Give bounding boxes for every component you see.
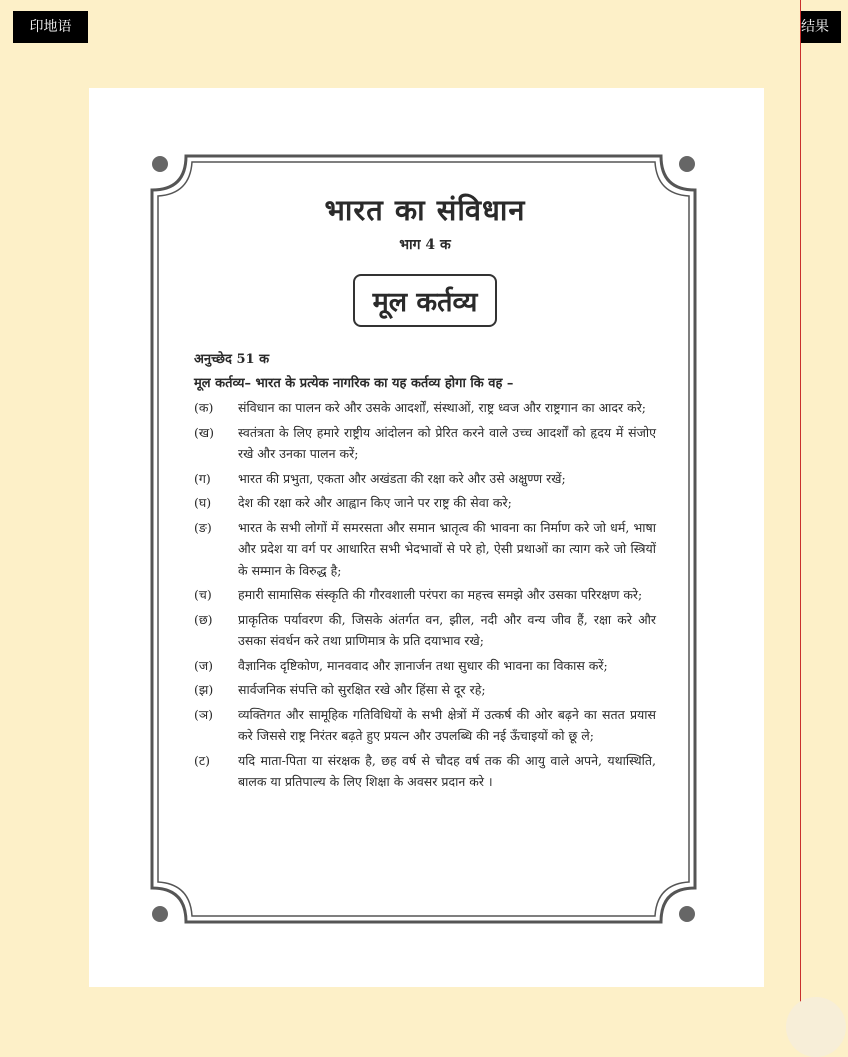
list-item — [194, 584, 656, 606]
list-item — [194, 517, 656, 582]
duty-text: देश की रक्षा करे और आह्वान किए जाने पर राष्ट्र की सेवा करे; — [238, 495, 512, 510]
duty-text: व्यक्तिगत और सामूहिक गतिविधियों के सभी क्षेत्रों में उत्कर्ष की ओर बढ़ने का सतत प्रयास करे जिससे राष्ट्र निरंतर बढ़ते हुए प्रयत्न और उपलब्धि की नई ऊँचाइयों को छू ले; — [238, 706, 656, 743]
list-item — [194, 704, 656, 747]
article-number: अनुच्छेद 51 क — [194, 352, 270, 367]
duty-text: भारत के सभी लोगों में समरसता और समान भ्रातृत्व की भावना का निर्माण करे जो धर्म, भाषा और प्रदेश या वर्ग पर आधारित सभी भेदभावों से परे हो, ऐसी प्रथाओं का त्याग करे जो स्त्रियों के सम्मान के विरुद्ध है; — [238, 519, 656, 578]
list-item — [194, 492, 656, 514]
duty-text: प्राकृतिक पर्यावरण की, जिसके अंतर्गत वन, झील, नदी और वन्य जीव हैं, रक्षा करे और उसका संवर्धन करे तथा प्राणिमात्र के प्रति दयाभाव रखे; — [238, 611, 656, 648]
duty-label: (घ) — [194, 495, 212, 510]
duties-list — [194, 397, 656, 793]
split-divider — [800, 0, 801, 1017]
duty-label: (झ) — [194, 682, 214, 697]
duty-label: (ङ) — [194, 519, 212, 535]
duty-label: (ग) — [194, 470, 211, 486]
duty-text: हमारी सामासिक संस्कृति की गौरवशाली परंपरा का महत्त्व समझे और उसका परिरक्षण करे; — [238, 587, 643, 602]
duty-text: यदि माता-पिता या संरक्षक है, छह वर्ष से चौदह वर्ष तक की आयु वाले अपने, यथास्थिति, बालक या प्रतिपाल्य के लिए शिक्षा के अवसर प्रदान करे । — [238, 752, 656, 789]
fundamental-duties-heading: मूल कर्तव्य — [353, 274, 498, 327]
list-item — [194, 679, 656, 701]
duty-text: स्वतंत्रता के लिए हमारे राष्ट्रीय आंदोलन को प्रेरित करने वाले उच्च आदर्शों को हृदय में संजोए रखे और उनका पालन करें; — [238, 424, 656, 461]
document-subtitle: भाग 4 क — [399, 237, 451, 253]
duty-label: (ज) — [194, 657, 214, 673]
list-item — [194, 422, 656, 465]
floating-action-button[interactable] — [786, 997, 846, 1057]
duty-label: (च) — [194, 587, 212, 602]
duty-text: सार्वजनिक संपत्ति को सुरक्षित रखे और हिंसा से दूर रहे; — [238, 682, 486, 697]
result-button[interactable]: 结果 — [801, 11, 841, 43]
duty-label: (ट) — [194, 752, 211, 768]
duty-text: वैज्ञानिक दृष्टिकोण, मानववाद और ज्ञानार्जन तथा सुधार की भावना का विकास करें; — [238, 657, 608, 673]
list-item — [194, 397, 656, 419]
duty-text: संविधान का पालन करे और उसके आदर्शों, संस्थाओं, राष्ट्र ध्वज और राष्ट्रगान का आदर करे; — [238, 400, 647, 415]
duty-label: (छ) — [194, 611, 213, 627]
document-title: भारत का संविधान — [324, 193, 526, 227]
document-content — [194, 190, 656, 796]
list-item — [194, 468, 656, 490]
list-item — [194, 609, 656, 652]
duty-text: भारत की प्रभुता, एकता और अखंडता की रक्षा करे और उसे अक्षुण्ण रखें; — [238, 470, 566, 486]
list-item — [194, 750, 656, 793]
duty-label: (ख) — [194, 424, 214, 440]
list-item — [194, 655, 656, 677]
hindi-language-button[interactable]: 印地语 — [13, 11, 88, 43]
duties-intro: मूल कर्तव्य– भारत के प्रत्येक नागरिक का यह कर्तव्य होगा कि वह – — [194, 376, 514, 391]
duty-label: (ञ) — [194, 706, 214, 722]
duty-label: (क) — [194, 400, 214, 415]
